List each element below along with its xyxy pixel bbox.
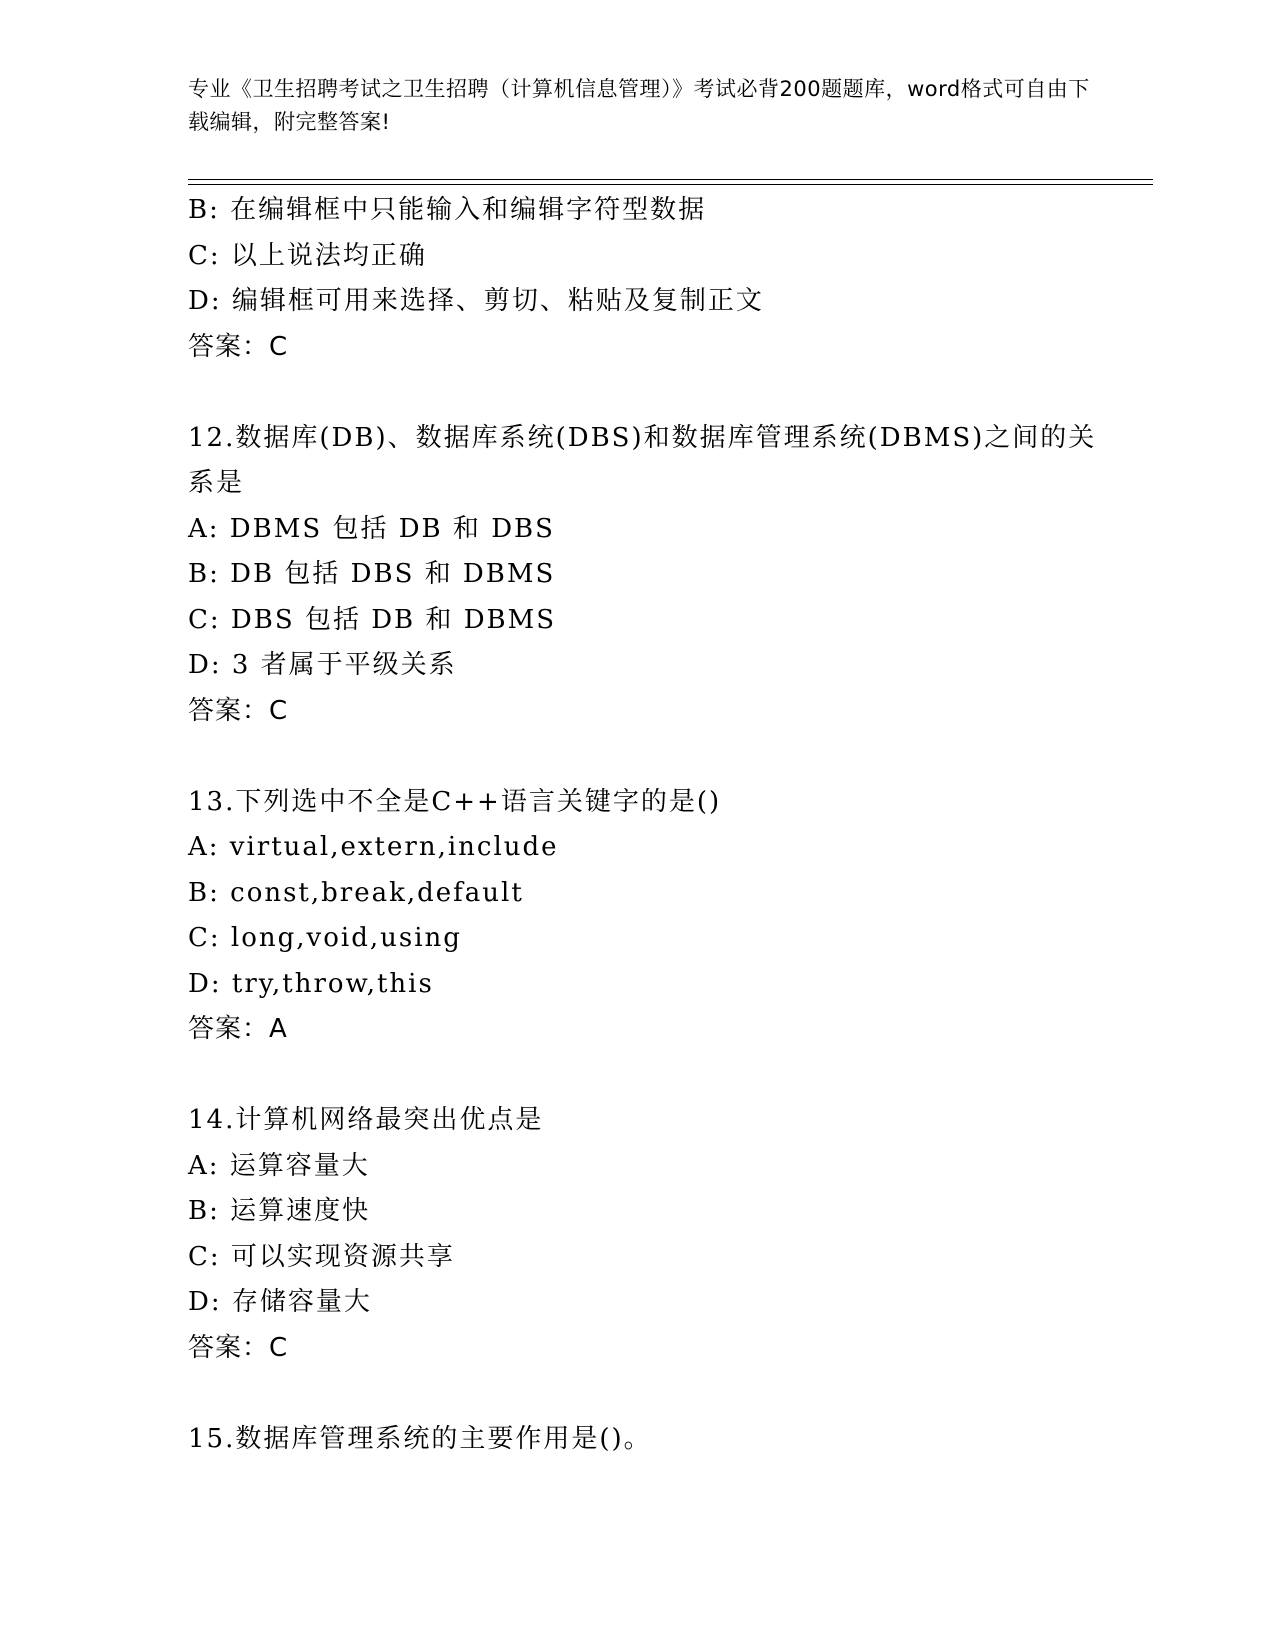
question-stem: 14.计算机网络最突出优点是 — [188, 1105, 544, 1135]
option-d: D: 存储容量大 — [188, 1287, 372, 1317]
option-c: C: 可以实现资源共享 — [188, 1241, 455, 1272]
question-stem: 15.数据库管理系统的主要作用是()。 — [188, 1423, 652, 1454]
question-list — [188, 188, 1108, 1462]
question-15-block — [188, 1417, 1108, 1463]
answer-label: 答案：C — [188, 1332, 289, 1363]
option-c: C: 以上说法均正确 — [188, 240, 427, 271]
option-b: B: const,break,default — [188, 877, 524, 908]
spacer — [188, 370, 1108, 416]
question-11-block — [188, 188, 1108, 370]
question-stem: 12.数据库(DB)、数据库系统(DBS)和数据库管理系统(DBMS)之间的关系是 — [188, 422, 1097, 498]
option-c: C: long,void,using — [188, 923, 462, 953]
option-b: B: 运算速度快 — [188, 1196, 371, 1226]
spacer — [188, 1053, 1108, 1099]
header-rule-bottom — [188, 184, 1153, 185]
question-12-block — [188, 416, 1108, 735]
option-a: A: virtual,extern,include — [188, 832, 559, 862]
answer-label: 答案：C — [188, 331, 289, 362]
answer-label: 答案：C — [188, 695, 289, 726]
option-a: A: DBMS 包括 DB 和 DBS — [188, 513, 555, 544]
spacer — [188, 1371, 1108, 1417]
question-stem: 13.下列选中不全是C++语言关键字的是() — [188, 786, 722, 817]
option-d: D: try,throw,this — [188, 968, 434, 999]
answer-label: 答案：A — [188, 1014, 288, 1044]
question-14-block — [188, 1098, 1108, 1371]
option-d: D: 3 者属于平级关系 — [188, 650, 457, 680]
option-d: D: 编辑框可用来选择、剪切、粘贴及复制正文 — [188, 286, 764, 316]
spacer — [188, 734, 1108, 780]
option-b: B: DB 包括 DBS 和 DBMS — [188, 559, 556, 589]
question-13-block — [188, 780, 1108, 1053]
option-c: C: DBS 包括 DB 和 DBMS — [188, 604, 557, 635]
page-header: 专业《卫生招聘考试之卫生招聘（计算机信息管理）》考试必背200题题库，word格式可自由下载编辑，附完整答案! — [188, 77, 1090, 134]
header-rule-top — [188, 179, 1153, 180]
option-b: B: 在编辑框中只能输入和编辑字符型数据 — [188, 195, 707, 225]
option-a: A: 运算容量大 — [188, 1150, 370, 1181]
